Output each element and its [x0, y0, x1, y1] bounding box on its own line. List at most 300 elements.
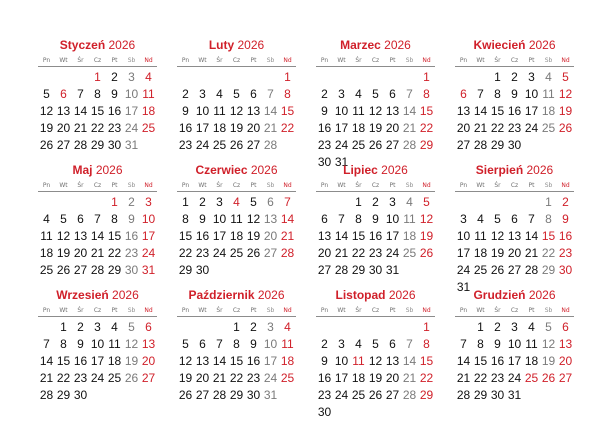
day-cell: 1: [111, 195, 118, 209]
day-cell: 13: [141, 337, 156, 351]
month-year: 2026: [380, 38, 411, 52]
day-cell: 5: [494, 212, 501, 226]
day-cell: 18: [212, 121, 227, 135]
weekday-label: Pt: [111, 182, 118, 189]
day-cell: 28: [90, 263, 105, 277]
day-cell: 5: [43, 87, 50, 101]
day-cell: 19: [490, 246, 505, 260]
day-cell: 7: [406, 337, 413, 351]
day-cell: 11: [542, 87, 555, 101]
day-cell: 5: [372, 87, 379, 101]
day-cell: 28: [212, 388, 227, 402]
day-cell: 8: [60, 337, 67, 351]
day-cell: 24: [141, 246, 156, 260]
day-cell: 12: [368, 104, 383, 118]
day-cell: 18: [351, 121, 366, 135]
day-cell: 21: [90, 246, 105, 260]
weekday-header: [177, 182, 296, 192]
day-cell: 6: [460, 87, 467, 101]
day-cell: 25: [141, 121, 156, 135]
weekday-label: Śr: [494, 182, 501, 189]
day-cell: 27: [456, 138, 471, 152]
day-cell: 3: [94, 320, 101, 334]
weekday-label: Nd: [422, 182, 431, 189]
day-cell: 6: [145, 320, 152, 334]
day-cell: 23: [490, 371, 505, 385]
day-cell: 18: [473, 246, 488, 260]
day-cell: 15: [229, 354, 244, 368]
weekday-label: Wt: [337, 57, 346, 64]
day-cell: 9: [250, 337, 257, 351]
day-cell: 6: [511, 212, 518, 226]
day-cell: 11: [403, 212, 416, 226]
month-name: Listopad: [335, 288, 386, 302]
weekday-label: Śr: [216, 307, 223, 314]
day-cell: 22: [178, 246, 193, 260]
day-cell: 1: [182, 195, 189, 209]
day-cell: 13: [263, 212, 278, 226]
day-cell: 6: [199, 337, 206, 351]
weekday-label: Pt: [111, 307, 118, 314]
day-cell: 10: [195, 104, 210, 118]
day-cell: 21: [212, 371, 227, 385]
day-cell: 7: [460, 337, 467, 351]
day-cell: 27: [385, 388, 400, 402]
day-cell: 5: [545, 320, 552, 334]
day-cell: 16: [124, 229, 139, 243]
day-cell: 20: [317, 246, 332, 260]
day-cell: 16: [107, 104, 122, 118]
weekday-label: Sb: [266, 307, 275, 314]
weekday-label: Śr: [355, 307, 362, 314]
day-cell: 22: [541, 246, 556, 260]
day-cell: 9: [199, 212, 206, 226]
day-cell: 18: [280, 354, 295, 368]
day-cell: 21: [39, 371, 54, 385]
weekday-label: Cz: [510, 182, 519, 189]
day-cell: 28: [524, 263, 539, 277]
day-cell: 13: [317, 229, 332, 243]
weekday-label: Śr: [216, 57, 223, 64]
month-name: Luty: [208, 38, 235, 52]
month-year: 2026: [525, 288, 556, 302]
month-name: Październik: [188, 288, 255, 302]
weekday-label: Nd: [561, 182, 570, 189]
weekday-header: [316, 182, 435, 192]
weekday-label: Pn: [181, 182, 190, 189]
day-cell: 2: [77, 320, 84, 334]
day-cell: 1: [355, 195, 362, 209]
day-cell: 24: [212, 246, 227, 260]
day-cell: 24: [334, 138, 349, 152]
day-cell: 31: [124, 138, 139, 152]
day-cell: 27: [56, 138, 71, 152]
day-cell: 1: [233, 320, 240, 334]
weekday-label: Pn: [42, 182, 51, 189]
day-cell: 22: [90, 121, 105, 135]
day-cell: 22: [473, 371, 488, 385]
weekday-label: Nd: [561, 57, 570, 64]
weekday-label: Pn: [320, 57, 329, 64]
day-cell: 6: [250, 87, 257, 101]
day-cell: 12: [246, 212, 261, 226]
weekday-label: Pt: [528, 182, 535, 189]
weekday-label: Wt: [337, 182, 346, 189]
day-cell: 29: [419, 388, 434, 402]
weekday-label: Śr: [77, 57, 84, 64]
day-cell: 19: [558, 104, 573, 118]
day-cell: 25: [212, 138, 227, 152]
day-cell: 29: [56, 388, 71, 402]
day-cell: 13: [456, 104, 471, 118]
day-cell: 28: [473, 138, 488, 152]
day-cell: 10: [524, 87, 539, 101]
day-cell: 5: [182, 337, 189, 351]
weekday-header: [455, 57, 574, 67]
day-cell: 5: [562, 70, 569, 84]
day-cell: 19: [178, 371, 193, 385]
day-cell: 22: [490, 121, 505, 135]
day-cell: 3: [267, 320, 274, 334]
month-year: 2026: [92, 163, 123, 177]
month-title: [316, 288, 435, 302]
day-cell: 21: [456, 371, 471, 385]
day-cell: 26: [368, 388, 383, 402]
day-cell: 2: [562, 195, 569, 209]
day-cell: 10: [385, 212, 400, 226]
day-cell: 23: [317, 388, 332, 402]
day-cell: 28: [73, 138, 88, 152]
month-name: Maj: [72, 163, 93, 177]
day-cell: 17: [263, 354, 278, 368]
day-cell: 20: [263, 229, 278, 243]
day-cell: 9: [321, 104, 328, 118]
weekday-label: Sb: [405, 57, 414, 64]
weekday-label: Pt: [250, 182, 257, 189]
day-cell: 17: [124, 104, 139, 118]
weekday-label: Wt: [59, 57, 68, 64]
day-cell: 18: [541, 104, 556, 118]
day-cell: 1: [60, 320, 67, 334]
day-cell: 8: [494, 87, 501, 101]
day-cell: 17: [507, 354, 522, 368]
weekday-label: Nd: [283, 57, 292, 64]
day-cell: 22: [56, 371, 71, 385]
day-cell: 26: [558, 121, 573, 135]
day-cell: 21: [280, 229, 295, 243]
day-cell: 18: [141, 104, 156, 118]
month-year: 2026: [108, 288, 139, 302]
day-cell: 4: [528, 320, 535, 334]
day-cell: 19: [39, 121, 54, 135]
month-name: Styczeń: [59, 38, 106, 52]
weekday-label: Nd: [144, 307, 153, 314]
day-cell: 13: [507, 229, 522, 243]
day-cell: 23: [246, 371, 261, 385]
weekday-label: Sb: [127, 307, 136, 314]
day-cell: 15: [56, 354, 71, 368]
day-cell: 2: [111, 70, 118, 84]
day-cell: 24: [385, 246, 400, 260]
weekday-label: Pn: [42, 57, 51, 64]
day-cell: 16: [195, 229, 210, 243]
day-cell: 25: [280, 371, 295, 385]
day-cell: 13: [195, 354, 210, 368]
day-cell: 21: [524, 246, 539, 260]
day-cell: 27: [317, 263, 332, 277]
day-cell: 20: [507, 246, 522, 260]
day-cell: 17: [334, 121, 349, 135]
weekday-label: Sb: [405, 182, 414, 189]
weekday-label: Cz: [93, 182, 102, 189]
day-cell: 21: [73, 121, 88, 135]
day-cell: 1: [423, 70, 430, 84]
day-cell: 30: [246, 388, 261, 402]
day-cell: 10: [334, 104, 349, 118]
weekday-label: Pn: [320, 182, 329, 189]
day-cell: 15: [351, 229, 366, 243]
weekday-label: Pt: [111, 57, 118, 64]
day-cell: 8: [477, 337, 484, 351]
day-cell: 30: [73, 388, 88, 402]
day-cell: 9: [562, 212, 569, 226]
day-cell: 26: [178, 388, 193, 402]
day-cell: 31: [263, 388, 278, 402]
day-cell: 4: [284, 320, 291, 334]
day-cell: 31: [334, 155, 349, 169]
day-cell: 20: [385, 121, 400, 135]
day-cell: 17: [212, 229, 227, 243]
day-cell: 16: [490, 354, 505, 368]
day-cell: 13: [385, 354, 400, 368]
day-cell: 19: [368, 121, 383, 135]
day-cell: 16: [368, 229, 383, 243]
day-cell: 19: [246, 229, 261, 243]
day-cell: 19: [419, 229, 434, 243]
day-cell: 11: [281, 337, 294, 351]
weekday-label: Pn: [459, 307, 468, 314]
day-cell: 10: [124, 87, 139, 101]
day-cell: 19: [56, 246, 71, 260]
day-cell: 2: [250, 320, 257, 334]
weekday-label: Pt: [250, 307, 257, 314]
day-cell: 30: [490, 388, 505, 402]
day-cell: 29: [419, 138, 434, 152]
weekday-header: [316, 57, 435, 67]
day-cell: 11: [108, 337, 121, 351]
day-cell: 14: [456, 354, 471, 368]
day-cell: 13: [56, 104, 71, 118]
weekday-label: Nd: [422, 307, 431, 314]
weekday-label: Cz: [371, 307, 380, 314]
day-cell: 25: [541, 121, 556, 135]
day-cell: 8: [423, 87, 430, 101]
day-cell: 14: [402, 104, 417, 118]
day-cell: 6: [389, 337, 396, 351]
day-cell: 28: [456, 388, 471, 402]
day-cell: 7: [267, 87, 274, 101]
weekday-label: Wt: [476, 182, 485, 189]
day-cell: 6: [389, 87, 396, 101]
day-cell: 8: [94, 87, 101, 101]
day-cell: 10: [141, 212, 156, 226]
day-cell: 31: [456, 280, 471, 294]
day-cell: 16: [507, 104, 522, 118]
day-cell: 17: [456, 246, 471, 260]
day-cell: 23: [124, 246, 139, 260]
day-cell: 5: [423, 195, 430, 209]
day-cell: 23: [178, 138, 193, 152]
day-cell: 23: [195, 246, 210, 260]
day-cell: 15: [490, 104, 505, 118]
day-cell: 27: [195, 388, 210, 402]
month-title: [455, 38, 574, 52]
day-cell: 23: [507, 121, 522, 135]
day-cell: 3: [389, 195, 396, 209]
day-cell: 9: [111, 87, 118, 101]
day-cell: 2: [321, 337, 328, 351]
day-cell: 3: [145, 195, 152, 209]
day-cell: 21: [473, 121, 488, 135]
day-cell: 27: [246, 138, 261, 152]
weekday-header: [177, 57, 296, 67]
day-cell: 4: [233, 195, 240, 209]
day-cell: 12: [541, 337, 556, 351]
day-cell: 27: [507, 263, 522, 277]
day-cell: 5: [60, 212, 67, 226]
weekday-label: Wt: [198, 307, 207, 314]
weekday-label: Sb: [127, 182, 136, 189]
day-cell: 19: [541, 354, 556, 368]
day-cell: 9: [372, 212, 379, 226]
month-title: [177, 38, 296, 52]
day-cell: 25: [351, 388, 366, 402]
weekday-header: [455, 182, 574, 192]
day-cell: 4: [545, 70, 552, 84]
weekday-label: Pt: [528, 307, 535, 314]
weekday-label: Wt: [337, 307, 346, 314]
day-cell: 12: [490, 229, 505, 243]
day-cell: 2: [128, 195, 135, 209]
day-cell: 16: [558, 229, 573, 243]
day-cell: 7: [477, 87, 484, 101]
day-cell: 4: [355, 87, 362, 101]
day-cell: 1: [494, 70, 501, 84]
day-cell: 2: [372, 195, 379, 209]
day-cell: 29: [541, 263, 556, 277]
day-cell: 3: [338, 337, 345, 351]
day-cell: 6: [267, 195, 274, 209]
day-cell: 3: [338, 87, 345, 101]
day-cell: 31: [141, 263, 156, 277]
day-cell: 19: [368, 371, 383, 385]
day-cell: 21: [263, 121, 278, 135]
month-title: [316, 38, 435, 52]
day-cell: 5: [128, 320, 135, 334]
day-cell: 12: [178, 354, 193, 368]
weekday-label: Pn: [459, 57, 468, 64]
weekday-label: Cz: [371, 57, 380, 64]
day-cell: 10: [263, 337, 278, 351]
weekday-label: Śr: [77, 182, 84, 189]
day-cell: 28: [39, 388, 54, 402]
day-cell: 13: [246, 104, 261, 118]
month-year: 2026: [525, 38, 556, 52]
day-cell: 29: [178, 263, 193, 277]
day-cell: 7: [338, 212, 345, 226]
day-cell: 18: [107, 354, 122, 368]
day-cell: 16: [317, 121, 332, 135]
day-cell: 30: [507, 138, 522, 152]
day-cell: 29: [107, 263, 122, 277]
day-cell: 11: [474, 229, 487, 243]
day-cell: 24: [124, 121, 139, 135]
month-year: 2026: [377, 163, 408, 177]
day-cell: 15: [473, 354, 488, 368]
day-cell: 12: [56, 229, 71, 243]
weekday-label: Pt: [250, 57, 257, 64]
day-cell: 12: [419, 212, 434, 226]
month-year: 2026: [234, 38, 265, 52]
day-cell: 13: [385, 104, 400, 118]
weekday-label: Cz: [232, 57, 241, 64]
weekday-label: Pn: [459, 182, 468, 189]
day-cell: 12: [368, 354, 383, 368]
day-cell: 9: [128, 212, 135, 226]
day-cell: 11: [525, 337, 538, 351]
weekday-label: Sb: [544, 57, 553, 64]
day-cell: 17: [195, 121, 210, 135]
day-cell: 20: [73, 246, 88, 260]
month-title: [38, 163, 157, 177]
day-cell: 20: [195, 371, 210, 385]
day-cell: 20: [141, 354, 156, 368]
day-cell: 5: [250, 195, 257, 209]
day-cell: 16: [246, 354, 261, 368]
day-cell: 30: [107, 138, 122, 152]
day-cell: 15: [178, 229, 193, 243]
weekday-label: Cz: [510, 57, 519, 64]
day-cell: 22: [419, 371, 434, 385]
weekday-label: Wt: [59, 182, 68, 189]
day-cell: 15: [419, 354, 434, 368]
day-cell: 1: [423, 320, 430, 334]
weekday-label: Wt: [198, 182, 207, 189]
day-cell: 24: [334, 388, 349, 402]
day-cell: 4: [477, 212, 484, 226]
day-cell: 28: [334, 263, 349, 277]
weekday-label: Śr: [494, 307, 501, 314]
month-year: 2026: [254, 288, 285, 302]
day-cell: 26: [246, 246, 261, 260]
day-cell: 24: [90, 371, 105, 385]
day-cell: 25: [39, 263, 54, 277]
day-cell: 20: [558, 354, 573, 368]
weekday-label: Wt: [476, 57, 485, 64]
day-cell: 26: [368, 138, 383, 152]
day-cell: 18: [524, 354, 539, 368]
day-cell: 12: [558, 87, 573, 101]
day-cell: 22: [107, 246, 122, 260]
weekday-label: Pt: [389, 182, 396, 189]
day-cell: 30: [195, 263, 210, 277]
day-cell: 27: [73, 263, 88, 277]
day-cell: 11: [352, 104, 365, 118]
day-cell: 23: [368, 246, 383, 260]
day-cell: 2: [494, 320, 501, 334]
day-cell: 28: [280, 246, 295, 260]
day-cell: 26: [56, 263, 71, 277]
